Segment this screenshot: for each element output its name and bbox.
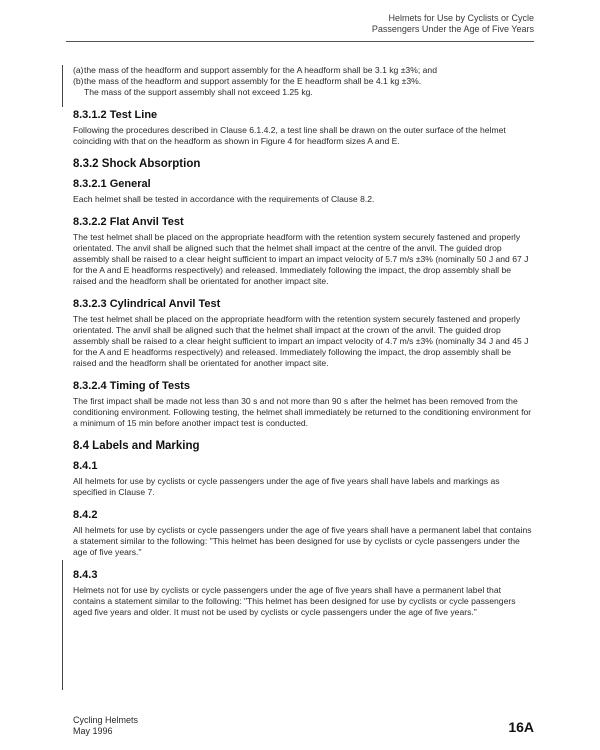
- change-bar: [62, 560, 63, 690]
- section-heading-8-3-2-4: 8.3.2.4 Timing of Tests: [73, 380, 190, 392]
- page-content: [73, 65, 533, 618]
- footer: [73, 715, 138, 737]
- header-rule: [66, 41, 534, 42]
- section-heading-8-3-2-3: 8.3.2.3 Cylindrical Anvil Test: [73, 298, 221, 310]
- section-heading-8-4-3: 8.4.3: [73, 569, 98, 581]
- section-heading-8-3-2: 8.3.2 Shock Absorption: [73, 158, 201, 170]
- section-heading-8-4-2: 8.4.2: [73, 509, 98, 521]
- section-body-8-3-2-1: Each helmet shall be tested in accordance with the requirements of Clause 8.2.: [73, 194, 375, 204]
- change-bar: [62, 65, 63, 107]
- footer-date: May 1996: [73, 726, 113, 736]
- section-heading-8-3-2-1: 8.3.2.1 General: [73, 178, 151, 190]
- section-heading-8-3-2-2: 8.3.2.2 Flat Anvil Test: [73, 216, 184, 228]
- running-header-line-2: Passengers Under the Age of Five Years: [371, 24, 534, 34]
- list-item-text: the mass of the headform and support assembly for the E headform shall be 4.1 kg ±3%.: [84, 76, 422, 86]
- section-body-8-3-2-3: The test helmet shall be placed on the appropriate headform with the retention system securely fastened and properly orientated. The anvil shall be aligned such that the helmet shall impact at the crown of the anvil. The guided drop assembly shall be raised to a clear height sufficient to impart an impact velocity of 4.7 m/s ±3% (nominally 34 J and 45 J for the A and E headforms respectively) and released. Immediately following the impact, the drop assembly shall be raised and the headform shall be orientated for another impact site.: [73, 314, 529, 368]
- list-item: [73, 76, 533, 87]
- section-body-8-3-2-2: The test helmet shall be placed on the appropriate headform with the retention system securely fastened and properly orientated. The anvil shall be aligned such that the helmet shall impact at the centre of the anvil. The guided drop assembly shall be raised to a clear height sufficient to impart an impact velocity of 5.7 m/s ±3% (nominally 50 J and 67 J for the A and E headforms respectively) and released. Immediately following the impact, the drop assembly shall be raised and the headform shall be orientated for another impact site.: [73, 232, 529, 286]
- section-body-8-3-2-4: The first impact shall be made not less than 30 s and not more than 90 s after the helmet has been removed from the conditioning environment. Following testing, the helmet shall immediately be returned to the conditioning environment for a minimum of 15 min before another impact test is conducted.: [73, 396, 532, 428]
- section-body-8-3-1-2: Following the procedures described in Clause 6.1.4.2, a test line shall be drawn on the outer surface of the helmet coinciding with that on the headform as shown in Figure 4 for headform sizes A and E.: [73, 125, 506, 146]
- support-mass-note: The mass of the support assembly shall not exceed 1.25 kg.: [84, 87, 313, 97]
- page-number: 16A: [508, 719, 534, 735]
- section-body-8-4-1: All helmets for use by cyclists or cycle passengers under the age of five years shall have labels and markings as specified in Clause 7.: [73, 476, 500, 497]
- section-heading-8-4: 8.4 Labels and Marking: [73, 440, 200, 452]
- list-item-label: (b): [73, 76, 84, 86]
- running-header-line-1: Helmets for Use by Cyclists or Cycle: [388, 13, 534, 23]
- running-header: [372, 13, 534, 35]
- footer-title: Cycling Helmets: [73, 715, 139, 725]
- section-body-8-4-3: Helmets not for use by cyclists or cycle passengers under the age of five years shall have a permanent label that contains a statement similar to the following: "This helmet has been designed for use by cyclists or cycle passengers aged five years and older. It must not be used by cyclists or cycle passengers under the age of five years.": [73, 585, 516, 617]
- section-body-8-4-2: All helmets for use by cyclists or cycle passengers under the age of five years shall have a permanent label that contains a statement similar to the following: "This helmet has been designed for use by cyclists or cycle passengers under the age of five years.": [73, 525, 532, 557]
- list-item: [73, 65, 533, 76]
- section-heading-8-4-1: 8.4.1: [73, 460, 98, 472]
- list-item-text: the mass of the headform and support assembly for the A headform shall be 3.1 kg ±3%; and: [84, 65, 437, 75]
- section-heading-8-3-1-2: 8.3.1.2 Test Line: [73, 109, 158, 121]
- list-item-label: (a): [73, 65, 84, 75]
